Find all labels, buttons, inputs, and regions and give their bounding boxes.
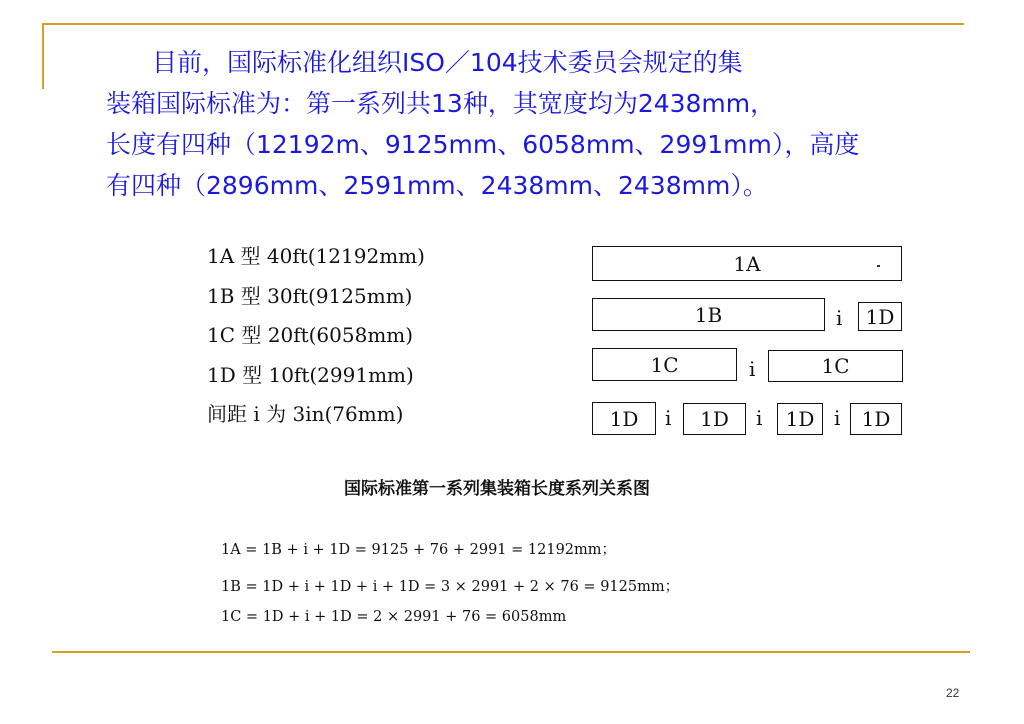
paragraph-line: 装箱国际标准为：第一系列共13种，其宽度均为2438mm， (106, 89, 776, 118)
container-label: 1C (821, 354, 850, 378)
spec-1B: 1B 型 30ft(9125mm) (207, 284, 413, 308)
paragraph-line: 目前，国际标准化组织ISO／104技术委员会规定的集 (152, 48, 743, 77)
container-box-1A (592, 246, 902, 281)
equation-1C: 1C = 1D + i + 1D = 2 × 2991 + 76 = 6058mm (221, 609, 567, 625)
container-label: 1B (694, 302, 723, 327)
container-box-1B (592, 298, 825, 331)
gap-label: i (749, 357, 756, 381)
container-box-1C (592, 348, 737, 381)
spec-1A: 1A 型 40ft(12192mm) (207, 244, 425, 268)
container-box-1D (683, 403, 746, 435)
container-box-1D (850, 403, 902, 435)
container-box-1D (777, 403, 823, 435)
container-label: 1D (700, 407, 729, 431)
container-box-1D (592, 402, 656, 435)
spec-1C: 1C 型 20ft(6058mm) (207, 323, 414, 347)
container-box-1C (768, 350, 903, 382)
spec-1D: 1D 型 10ft(2991mm) (207, 363, 414, 387)
diagram-caption: 国际标准第一系列集装箱长度系列关系图 (344, 479, 650, 499)
paragraph-line: 长度有四种（12192m、9125mm、6058mm、2991mm），高度 (106, 130, 860, 159)
speck-mark (877, 265, 880, 267)
container-label: 1D (865, 304, 895, 329)
gap-label: i (665, 406, 672, 430)
intro-paragraph (106, 42, 938, 206)
container-label: 1D (861, 407, 891, 431)
container-label: 1C (650, 352, 679, 377)
container-label: 1D (609, 406, 639, 431)
gap-label: i (834, 406, 841, 430)
container-box-1D (858, 302, 902, 331)
equation-1B: 1B = 1D + i + 1D + i + 1D = 3 × 2991 + 2 × 76 = 9125mm； (221, 579, 680, 595)
top-rule (44, 23, 964, 25)
gap-label: i (756, 406, 763, 430)
bottom-rule (52, 651, 970, 653)
container-label: 1D (785, 407, 815, 431)
page-number: 22 (946, 686, 960, 700)
left-rule (42, 23, 44, 89)
container-label: 1A (733, 251, 761, 276)
equation-1A: 1A = 1B + i + 1D = 9125 + 76 + 2991 = 12192mm； (221, 542, 617, 558)
paragraph-line: 有四种（2896mm、2591mm、2438mm、2438mm）。 (106, 171, 768, 200)
gap-label: i (836, 306, 843, 330)
spec-gap: 间距 i 为 3in(76mm) (207, 402, 404, 426)
